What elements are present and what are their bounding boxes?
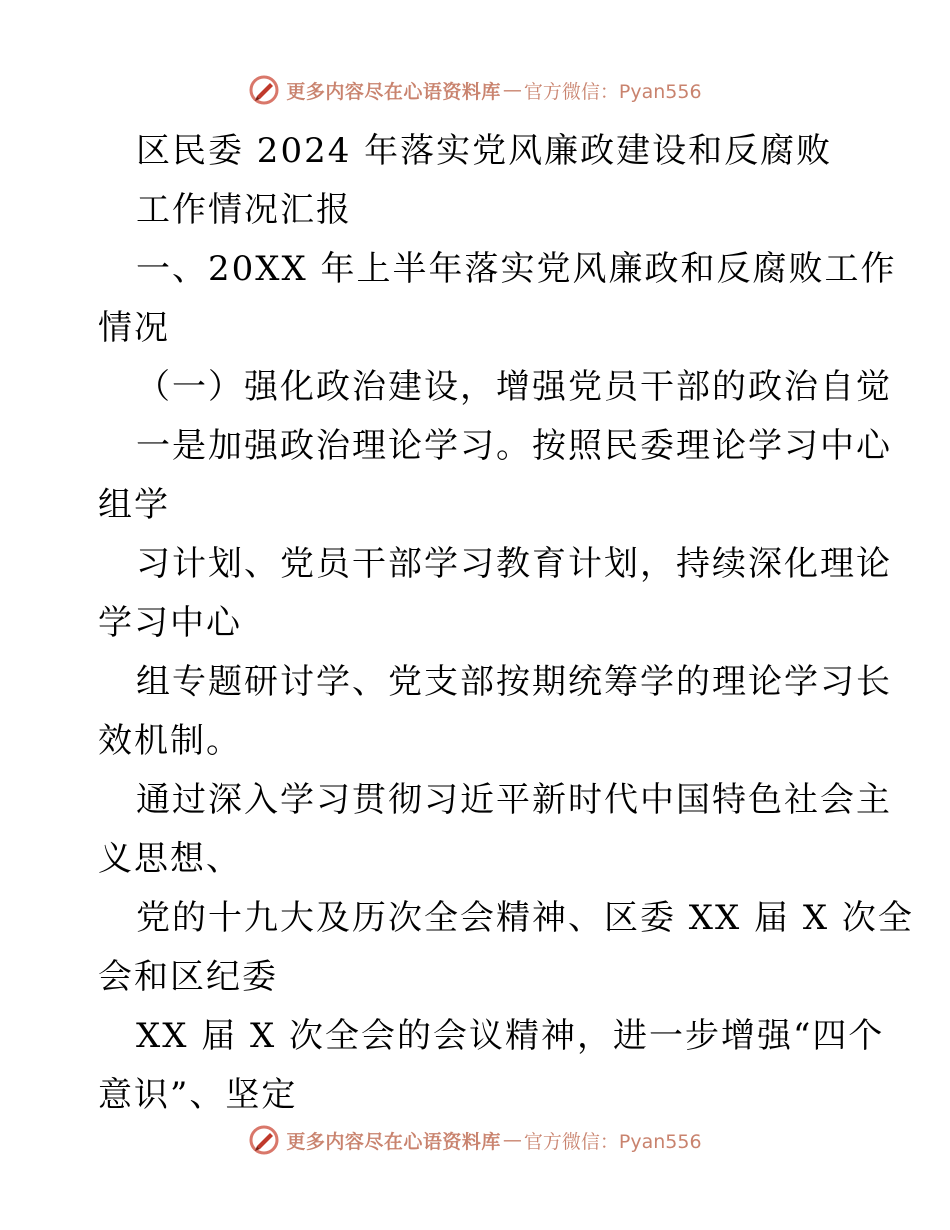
paragraph-line: 党的十九大及历次全会精神、区委 XX 届 X 次全 <box>136 898 914 938</box>
paragraph-line: 习计划、党员干部学习教育计划，持续深化理论 <box>136 544 892 584</box>
paragraph-line: 会和区纪委 <box>98 957 278 997</box>
banner-wechat: 官方微信：Pyan556 <box>523 80 702 103</box>
section-heading: 一、20XX 年上半年落实党风廉政和反腐败工作 <box>136 249 897 289</box>
subsection-heading: （一）强化政治建设，增强党员干部的政治自觉 <box>136 367 892 407</box>
red-pen-seal-icon <box>248 1124 280 1156</box>
paragraph-line: 学习中心 <box>98 603 242 643</box>
paragraph-line: 意识”、坚定 <box>98 1075 298 1115</box>
footer-banner <box>0 1120 950 1160</box>
doc-title-line-2: 工作情况汇报 <box>136 190 352 230</box>
paragraph-line: 组学 <box>98 485 170 525</box>
paragraph-line: 一是加强政治理论学习。按照民委理论学习中心 <box>136 426 892 466</box>
banner-wechat: 官方微信：Pyan556 <box>523 1130 702 1153</box>
doc-title-line-1: 区民委 2024 年落实党风廉政建设和反腐败 <box>136 131 833 171</box>
banner-site-name: 更多内容尽在心语资料库 <box>286 1130 501 1153</box>
header-banner <box>0 70 950 110</box>
red-pen-seal-icon <box>248 74 280 106</box>
banner-site-name: 更多内容尽在心语资料库 <box>286 80 501 103</box>
paragraph-line: 通过深入学习贯彻习近平新时代中国特色社会主 <box>136 780 892 820</box>
banner-dash: — <box>502 79 522 101</box>
document-body <box>98 122 914 1125</box>
paragraph-line: 效机制。 <box>98 721 242 761</box>
banner-dash: — <box>502 1129 522 1151</box>
paragraph-line: 义思想、 <box>98 839 242 879</box>
paragraph-line: 组专题研讨学、党支部按期统筹学的理论学习长 <box>136 662 892 702</box>
section-heading-cont: 情况 <box>98 308 170 348</box>
paragraph-line: XX 届 X 次全会的会议精神，进一步增强“四个 <box>136 1016 885 1056</box>
